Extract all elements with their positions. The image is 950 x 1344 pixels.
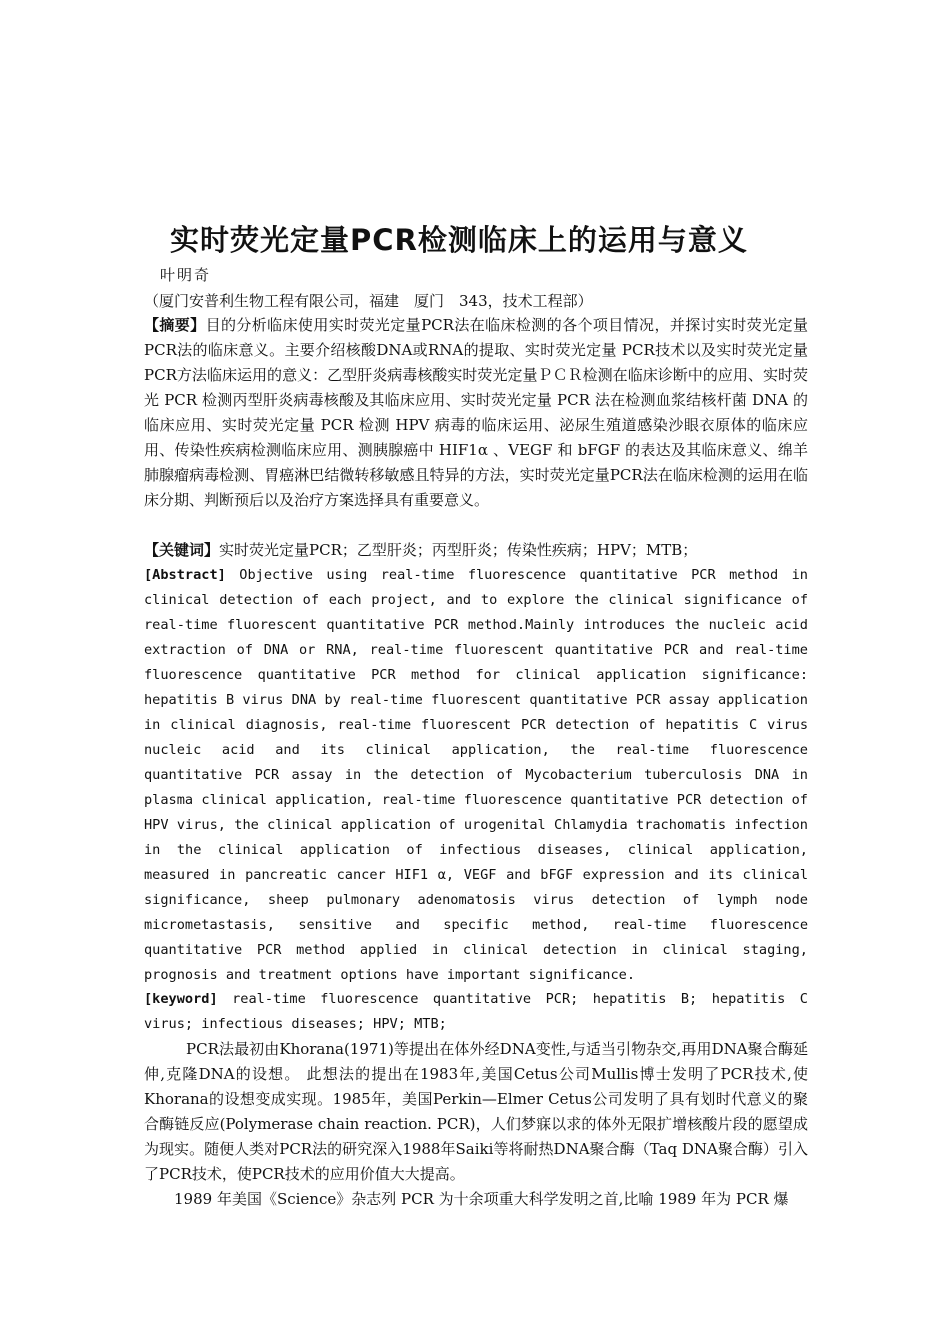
author-affiliation: （厦门安普利生物工程有限公司，福建 厦门 343，技术工程部） [144,292,593,310]
keywords-label-en: [keyword] [144,991,218,1007]
keywords-text-cn: 实时荧光定量PCR；乙型肝炎；丙型肝炎；传染性疾病；HPV；MTB； [219,541,698,559]
keywords-english [144,987,808,1037]
author-name: 叶明奇 [160,266,212,284]
keywords-label-cn: 【关键词】 [144,541,220,559]
keywords-chinese [144,538,808,563]
paper-title: 实时荧光定量PCR检测临床上的运用与意义 [170,223,748,257]
keywords-text-en: real-time fluorescence quantitative PCR; hepatitis B; hepatitis C virus; infectious diseases; HPV; MTB; [144,991,808,1032]
abstract-text-en: Objective using real-time fluorescence quantitative PCR method in clinical detection of each project, and to explore the clinical significance of real-time fluorescent quantitative PCR method.Mainly introduces the nucleic acid extraction of DNA or RNA, real-time fluorescent quantitative PCR and real-time fluorescence quantitative PCR method for clinical application significance: hepatitis B virus DNA by real-time fluorescent quantitative PCR assay application in clinical diagnosis, real-time fluorescent PCR detection of hepatitis C virus nucleic acid and its clinical application, the real-time fluorescence quantitative PCR assay in the detection of Mycobacterium tuberculosis DNA in plasma clinical application, real-time fluorescence quantitative PCR detection of HPV virus, the clinical application of urogenital Chlamydia trachomatis infection in the clinical application of infectious diseases, clinical application, measured in pancreatic cancer HIF1 α, VEGF and bFGF expression and its clinical significance, sheep pulmonary adenomatosis virus detection of lymph node micrometastasis, sensitive and specific method, real-time fluorescence quantitative PCR method applied in clinical detection in clinical staging, prognosis and treatment options have important significance. [144,567,808,983]
abstract-english [144,563,808,988]
body-paragraph-2: 1989 年美国《Science》杂志列 PCR 为十余项重大科学发明之首,比喻 1989 年为 PCR 爆 [174,1190,789,1208]
abstract-label-cn: 【摘要】 [144,316,206,334]
abstract-chinese [144,313,808,513]
abstract-text-cn: 目的分析临床使用实时荧光定量PCR法在临床检测的各个项目情况，并探讨实时荧光定量PCR法的临床意义。主要介绍核酸DNA或RNA的提取、实时荧光定量 PCR技术以及实时荧光定量PCR方法临床运用的意义：乙型肝炎病毒核酸实时荧光定量ＰＣＲ检测在临床诊断中的应用、实时荧光 PCR 检测丙型肝炎病毒核酸及其临床应用、实时荧光定量 PCR 法在检测血浆结核杆菌 DNA 的临床应用、实时荧光定量 PCR 检测 HPV 病毒的临床运用、泌尿生殖道感染沙眼衣原体的临床应用、传染性疾病检测临床应用、测胰腺癌中 HIF1α 、VEGF 和 bFGF 的表达及其临床意义、绵羊肺腺瘤病毒检测、胃癌淋巴结微转移敏感且特异的方法，实时荧光定量PCR法在临床检测的运用在临床分期、判断预后以及治疗方案选择具有重要意义。 [144,316,808,509]
abstract-label-en: [Abstract] [144,567,226,583]
body-paragraph-1: PCR法最初由Khorana(1971)等提出在体外经DNA变性,与适当引物杂交,再用DNA聚合酶延伸,克隆DNA的设想。 此想法的提出在1983年,美国Cetus公司Mullis博士发明了PCR技术,使Khorana的设想变成实现。1985年，美国Perkin—Elmer Cetus公司发明了具有划时代意义的聚合酶链反应(Polymerase chain reaction. PCR)，人们梦寐以求的体外无限扩增核酸片段的愿望成为现实。随便人类对PCR法的研究深入1988年Saiki等将耐热DNA聚合酶（Taq DNA聚合酶）引入了PCR技术，使PCR技术的应用价值大大提高。 [144,1040,808,1183]
